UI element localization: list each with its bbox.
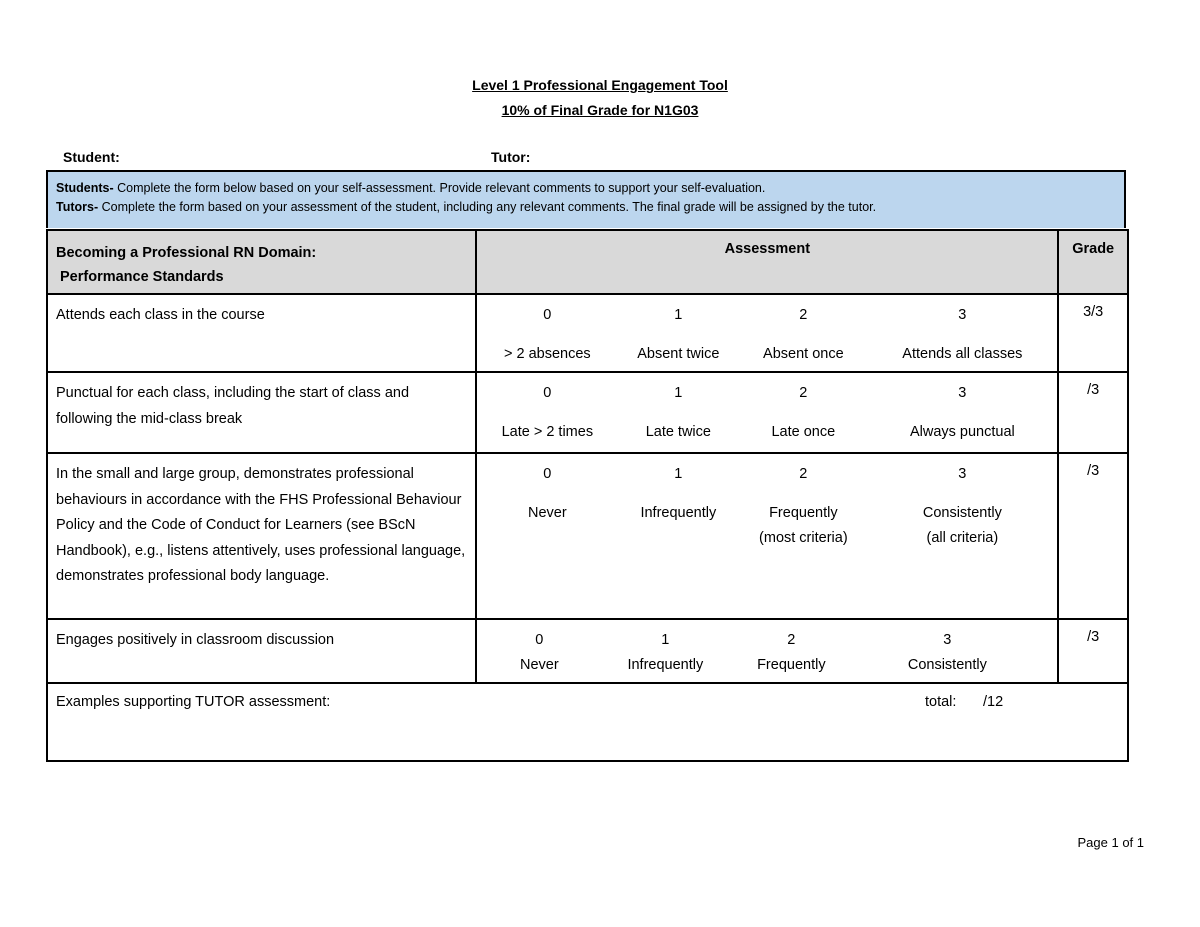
- students-text: Complete the form below based on your self-assessment. Provide relevant comments to support your self-evaluation.: [113, 181, 766, 195]
- scale-cell: [476, 294, 1058, 372]
- examples-row: [47, 683, 1128, 761]
- scale-option[interactable]: [477, 629, 601, 676]
- standard-cell: In the small and large group, demonstrates professional behaviours in accordance with the FHS Professional Behaviour Policy and the Code of Conduct for Learners (see BScN Handbook), e.g., listens attentively, uses professional language, demonstrates professional body language.: [47, 453, 476, 619]
- score-label: Frequently: [769, 505, 838, 521]
- document-title: Level 1 Professional Engagement Tool: [472, 77, 728, 93]
- standard-cell: Engages positively in classroom discussion: [47, 619, 476, 683]
- page-number: Page 1 of 1: [1077, 835, 1144, 850]
- students-instruction: [56, 179, 1116, 198]
- score-label: Absent once: [763, 346, 844, 362]
- score-value: 1: [674, 466, 683, 482]
- score-label: Late once: [771, 424, 836, 440]
- scale-option[interactable]: [867, 463, 1057, 549]
- examples-label: Examples supporting TUTOR assessment:: [56, 694, 331, 710]
- score-value: 3: [958, 385, 967, 401]
- scale-option[interactable]: [729, 629, 853, 676]
- scale-option[interactable]: [867, 382, 1057, 443]
- assessment-table: [46, 229, 1129, 762]
- score-value: 2: [799, 307, 808, 323]
- score-label: > 2 absences: [504, 346, 591, 362]
- score-value: 0: [543, 385, 552, 401]
- student-label: Student:: [63, 149, 120, 165]
- total-label: total:: [925, 694, 957, 710]
- tutors-text: Complete the form based on your assessment of the student, including any relevant comments. The final grade will be assigned by the tutor.: [98, 200, 877, 214]
- table-row: [47, 372, 1128, 453]
- scale-option[interactable]: [867, 304, 1057, 365]
- tutors-prefix: Tutors-: [56, 200, 99, 214]
- score-label: Infrequently: [640, 505, 717, 521]
- scale-option[interactable]: [739, 304, 867, 365]
- grade-cell[interactable]: 3/3: [1058, 294, 1128, 372]
- scale-option[interactable]: [617, 463, 739, 549]
- score-label: Never: [528, 505, 567, 521]
- score-value: 1: [674, 307, 683, 323]
- score-value: 3: [943, 632, 952, 648]
- score-value: 1: [661, 632, 670, 648]
- score-label: Absent twice: [637, 346, 720, 362]
- table-row: [47, 619, 1128, 683]
- score-label: Frequently: [757, 657, 826, 673]
- scale-option[interactable]: [617, 382, 739, 443]
- score-label: Always punctual: [909, 424, 1015, 440]
- scale-cell: [476, 372, 1058, 453]
- score-label: Attends all classes: [902, 346, 1023, 362]
- scale-option[interactable]: [739, 463, 867, 549]
- score-value: 2: [787, 632, 796, 648]
- scale-option[interactable]: [477, 382, 617, 443]
- score-value: 3: [958, 307, 967, 323]
- table-row: [47, 453, 1128, 619]
- students-prefix: Students-: [56, 181, 114, 195]
- tutor-label: Tutor:: [491, 149, 531, 165]
- grade-cell[interactable]: /3: [1058, 453, 1128, 619]
- score-value: 1: [674, 385, 683, 401]
- scale-option[interactable]: [601, 629, 729, 676]
- score-label: Infrequently: [627, 657, 704, 673]
- domain-header-line2: Performance Standards: [60, 269, 224, 285]
- document-subtitle: 10% of Final Grade for N1G03: [501, 102, 699, 118]
- grade-header: Grade: [1058, 230, 1128, 294]
- score-label: Late twice: [645, 424, 711, 440]
- examples-cell[interactable]: [47, 683, 1128, 761]
- standard-cell: Punctual for each class, including the start of class and following the mid-class break: [47, 372, 476, 453]
- scale-option[interactable]: [477, 463, 617, 549]
- instructions-box: [46, 170, 1126, 228]
- grade-cell[interactable]: /3: [1058, 372, 1128, 453]
- scale-option[interactable]: [739, 382, 867, 443]
- score-value: 2: [799, 385, 808, 401]
- assessment-header: Assessment: [476, 230, 1058, 294]
- score-sublabel: (most criteria): [759, 530, 848, 546]
- standard-cell: Attends each class in the course: [47, 294, 476, 372]
- scale-option[interactable]: [617, 304, 739, 365]
- score-label: Late > 2 times: [501, 424, 594, 440]
- table-header-row: [47, 230, 1128, 294]
- grade-cell[interactable]: /3: [1058, 619, 1128, 683]
- total-value: /12: [983, 694, 1004, 710]
- score-value: 0: [535, 632, 544, 648]
- score-value: 0: [543, 307, 552, 323]
- domain-header-line1: Becoming a Professional RN Domain:: [56, 245, 317, 261]
- scale-option[interactable]: [853, 629, 1041, 676]
- score-label: Consistently: [907, 657, 987, 673]
- scale-cell: [476, 619, 1058, 683]
- scale-cell: [476, 453, 1058, 619]
- score-value: 0: [543, 466, 552, 482]
- scale-option[interactable]: [477, 304, 617, 365]
- score-label: Never: [520, 657, 559, 673]
- score-value: 2: [799, 466, 808, 482]
- table-row: [47, 294, 1128, 372]
- score-label: Consistently: [922, 505, 1002, 521]
- tutors-instruction: [56, 198, 1116, 217]
- score-value: 3: [958, 466, 967, 482]
- score-sublabel: (all criteria): [926, 530, 999, 546]
- domain-header: [47, 230, 476, 294]
